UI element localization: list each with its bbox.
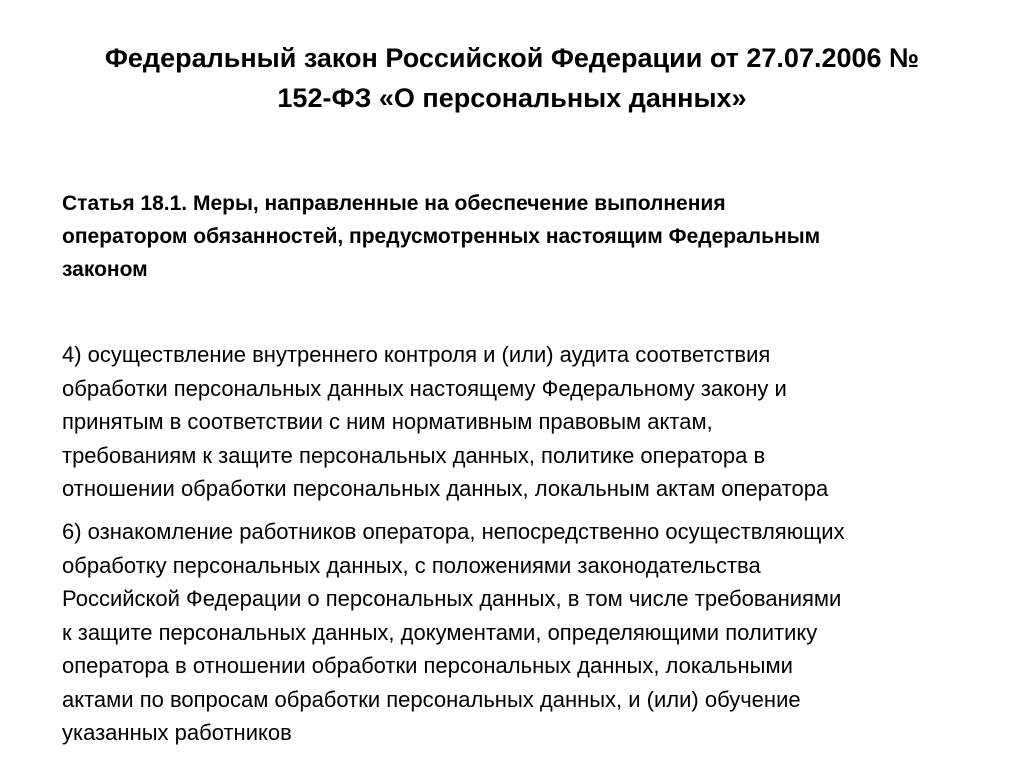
- paragraph-line: актами по вопросам обработки персональных данных, и (или) обучение: [62, 686, 801, 712]
- paragraph-line: 4) осуществление внутреннего контроля и (или) аудита соответствия: [62, 342, 771, 367]
- paragraph-line: указанных работников: [62, 720, 292, 745]
- paragraph-line: Российской Федерации о персональных данных, в том числе требованиями: [62, 586, 842, 611]
- paragraph-line: обработку персональных данных, с положениями законодательства: [62, 552, 761, 578]
- page-title: [70, 38, 954, 118]
- paragraph-line: обработки персональных данных настоящему Федеральному закону и: [62, 375, 787, 401]
- title-line: 152-ФЗ «О персональных данных»: [277, 83, 747, 113]
- paragraph-line: к защите персональных данных, документами, определяющими политику: [62, 619, 818, 645]
- paragraph-item-6: [62, 515, 1002, 750]
- article-heading-line: оператором обязанностей, предусмотренных настоящим Федеральным: [62, 225, 821, 248]
- paragraph-line: требованиям к защите персональных данных, политике оператора в: [62, 442, 766, 468]
- article-heading-line: Статья 18.1. Меры, направленные на обеспечение выполнения: [62, 192, 726, 215]
- paragraph-line: 6) ознакомление работников оператора, непосредственно осуществляющих: [62, 519, 845, 544]
- paragraph-line: оператора в отношении обработки персональных данных, локальными: [62, 653, 793, 678]
- article-heading-line: законом: [62, 258, 148, 281]
- paragraph-item-4: [62, 338, 1002, 506]
- paragraph-line: отношении обработки персональных данных, локальным актам оператора: [62, 476, 829, 501]
- article-heading: [62, 187, 982, 286]
- title-line: Федеральный закон Российской Федерации от 27.07.2006 №: [104, 43, 920, 73]
- paragraph-line: принятым в соответствии с ним нормативным правовым актам,: [62, 409, 713, 434]
